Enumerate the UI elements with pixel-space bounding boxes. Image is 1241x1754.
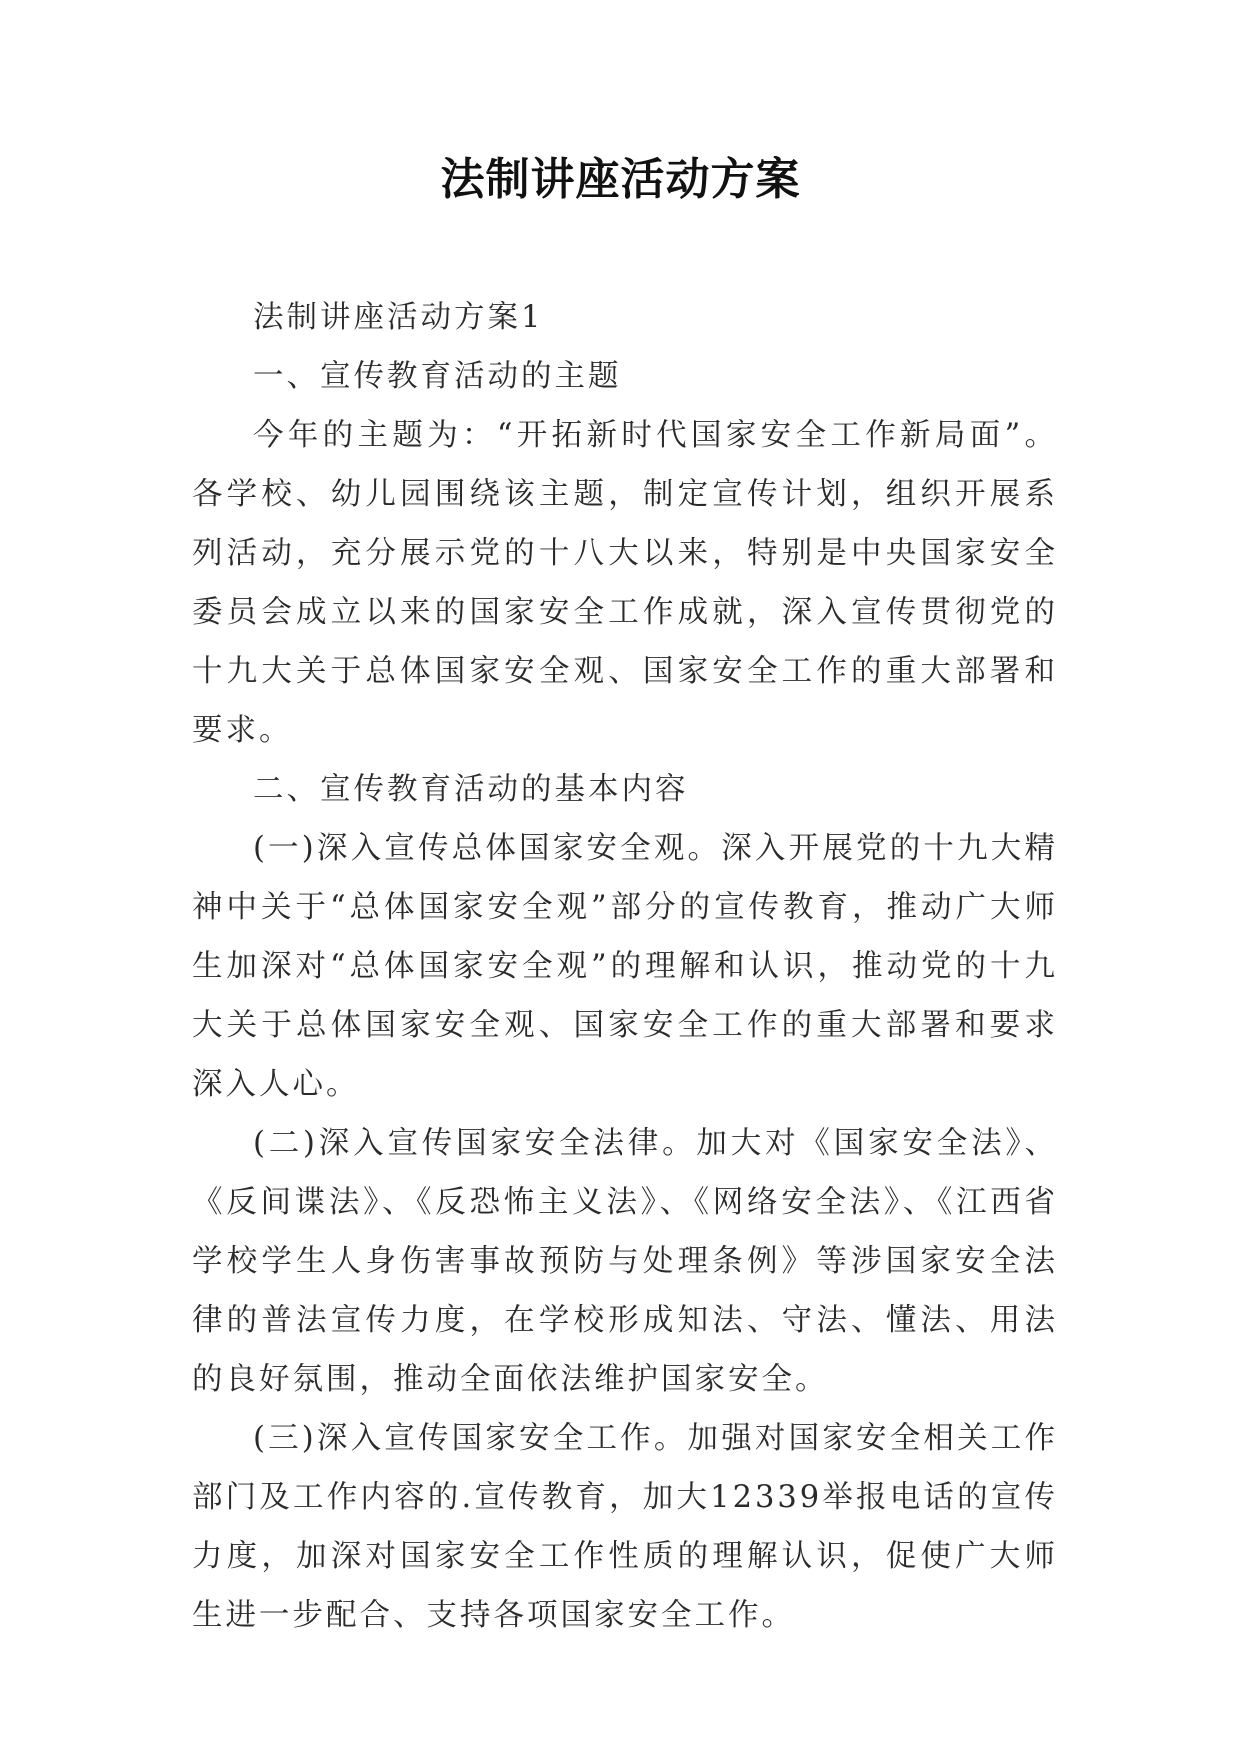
section-heading-content: 二、宣传教育活动的基本内容 [253, 772, 689, 807]
section-heading-theme: 一、宣传教育活动的主题 [253, 359, 622, 394]
section-heading-plan-1: 法制讲座活动方案1 [253, 300, 544, 335]
paragraph-content-2: (二)深入宣传国家安全法律。加大对《国家安全法》、《反间谍法》、《反恐怖主义法》、《网络安全法》、《江西省学校学生人身伤害事故预防与处理条例》等涉国家安全法律的普法宣传力度，在学校形成知法、守法、懂法、用法的良好氛围，推动全面依法维护国家安全。 [192, 1126, 1058, 1397]
document-title: 法制讲座活动方案 [440, 154, 801, 205]
document-body [192, 288, 1058, 1645]
paragraph-theme: 今年的主题为：“开拓新时代国家安全工作新局面”。各学校、幼儿园围绕该主题，制定宣传计划，组织开展系列活动，充分展示党的十八大以来，特别是中央国家安全委员会成立以来的国家安全工作成就，深入宣传贯彻党的十九大关于总体国家安全观、国家安全工作的重大部署和要求。 [192, 418, 1058, 748]
paragraph-content-1: (一)深入宣传总体国家安全观。深入开展党的十九大精神中关于“总体国家安全观”部分的宣传教育，推动广大师生加深对“总体国家安全观”的理解和认识，推动党的十九大关于总体国家安全观、国家安全工作的重大部署和要求深入人心。 [192, 831, 1058, 1102]
paragraph-content-3: (三)深入宣传国家安全工作。加强对国家安全相关工作部门及工作内容的.宣传教育，加大12339举报电话的宣传力度，加深对国家安全工作性质的理解认识，促使广大师生进一步配合、支持各项国家安全工作。 [192, 1421, 1058, 1633]
